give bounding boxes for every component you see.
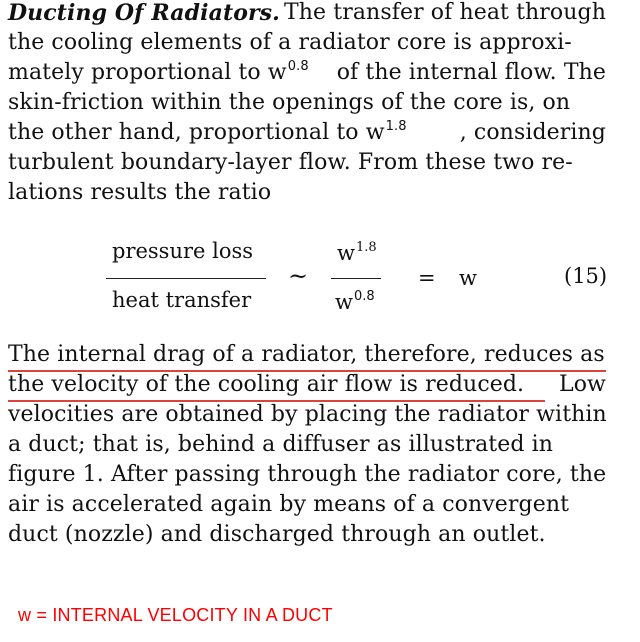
paragraph2-line2-post: Low: [559, 372, 606, 397]
similar-sign: ~: [288, 262, 309, 290]
numerator-pressure-loss: pressure loss: [112, 239, 254, 263]
paragraph2-line7: [8, 521, 606, 549]
paragraph1-line1: [8, 0, 606, 27]
section-heading: Ducting Of Radiators.: [8, 0, 280, 26]
equals-sign: =: [418, 266, 436, 290]
numerator-w-base: w: [337, 241, 355, 265]
paragraph2-line1: The internal drag of a radiator, therefore, reduces as: [8, 342, 605, 367]
paragraph1-line1-text: The transfer of heat through: [284, 0, 606, 25]
line5-pre: the other hand, proportional to w: [8, 120, 385, 145]
exponent-1-8: 1.8: [385, 119, 407, 134]
paragraph1-line5: [8, 119, 606, 150]
paragraph2-line7-text: duct (nozzle) and discharged through an outlet.: [8, 522, 546, 547]
paragraph2-line6: air is accelerated again by means of a convergent: [8, 492, 570, 517]
paragraph1-line4: skin-friction within the openings of the core is, on: [8, 90, 571, 115]
paragraph1-line3: [8, 59, 606, 90]
paragraph2-line5: figure 1. After passing through the radiator core, the: [8, 462, 607, 487]
equation-number: (15): [564, 264, 608, 288]
fraction-bar-right: [331, 278, 381, 279]
numerator-w-exponent: 1.8: [355, 240, 377, 255]
denominator-heat-transfer: heat transfer: [112, 288, 252, 312]
denominator-w: [335, 290, 375, 318]
paragraph1-line6: turbulent boundary-layer flow. From these two re-: [8, 150, 573, 175]
numerator-w: [337, 241, 377, 269]
annotation-note: w = INTERNAL VELOCITY IN A DUCT: [18, 605, 333, 625]
paragraph1-line2: the cooling elements of a radiator core is approxi-: [8, 30, 572, 55]
exponent-0-8: 0.8: [287, 59, 309, 74]
line3-pre: mately proportional to w: [8, 60, 287, 85]
denominator-w-base: w: [335, 290, 353, 314]
result-w: w: [459, 266, 477, 290]
paragraph1-line7: lations results the ratio: [8, 180, 272, 205]
paragraph2-line2: [8, 371, 606, 399]
line3-post: of the internal flow. The: [336, 60, 606, 85]
line5-post: , considering: [459, 120, 606, 145]
fraction-bar-left: [106, 278, 266, 279]
denominator-w-exponent: 0.8: [353, 289, 375, 304]
paragraph2-line4: a duct; that is, behind a diffuser as illustrated in: [8, 432, 554, 457]
paragraph2-line3: velocities are obtained by placing the radiator within: [8, 402, 607, 427]
highlighted-sentence-end: the velocity of the cooling air flow is reduced.: [8, 372, 525, 397]
